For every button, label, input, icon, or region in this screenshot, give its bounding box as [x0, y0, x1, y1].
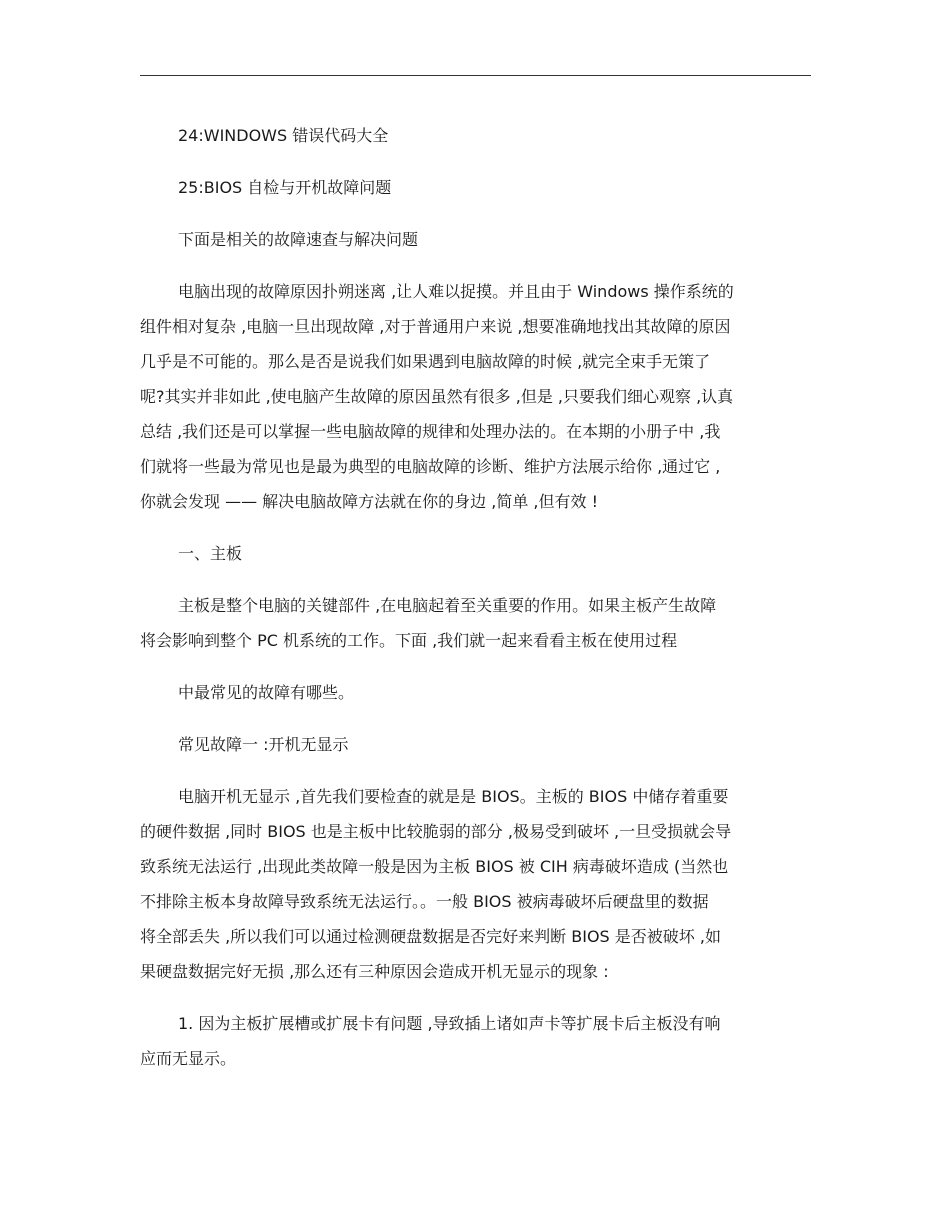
intro-paragraph: 电脑出现的故障原因扑朔迷离 ,让人难以捉摸。并且由于 Windows 操作系统的 组件相对复杂 ,电脑一旦出现故障 ,对于普通用户来说 ,想要准确地找出其故障的原因 几乎是不可能的。那么是否是说我们如果遇到电脑故障的时候 ,就完全束手无策了 呢?其实并非如此 ,使电脑产生故障的原因虽然有很多 ,但是 ,只要我们细心观察 ,认真 总结 ,我们还是可以掌握一些电脑故障的规律和处理办法的。在本期的小册子中 ,我 们就将一些最为常见也是最为典型的电脑故障的诊断、维护方法展示给你 ,通过它 , 你就会发现 —— 解决电脑故障方法就在你的身边 ,简单 ,但有效 ! — [140, 282, 734, 511]
document-body — [140, 118, 811, 1076]
header-rule — [140, 75, 811, 76]
cause-item-1: 1. 因为主板扩展槽或扩展卡有问题 ,导致插上诸如声卡等扩展卡后主板没有响 应而无显示。 — [140, 1014, 721, 1068]
section-heading-motherboard: 一、主板 — [178, 544, 243, 563]
intro-line: 下面是相关的故障速查与解决问题 — [178, 230, 419, 249]
bios-paragraph: 电脑开机无显示 ,首先我们要检查的就是是 BIOS。主板的 BIOS 中储存着重要 的硬件数据 ,同时 BIOS 也是主板中比较脆弱的部分 ,极易受到破坏 ,一旦受损就会导 致系统无法运行 ,出现此类故障一般是因为主板 BIOS 被 CIH 病毒破坏造成 (当然也 不排除主板本身故障导致系统无法运行。。一般 BIOS 被病毒破坏后硬盘里的数据 将全部丢失 ,所以我们可以通过检测硬盘数据是否完好来判断 BIOS 是否被破坏 ,如 果硬盘数据完好无损 ,那么还有三种原因会造成开机无显示的现象 : — [140, 787, 732, 981]
list-item-24: 24:WINDOWS 错误代码大全 — [178, 126, 389, 145]
fault-heading-1: 常见故障一 :开机无显示 — [178, 735, 349, 754]
list-item-25: 25:BIOS 自检与开机故障问题 — [178, 178, 392, 197]
motherboard-paragraph-cont: 中最常见的故障有哪些。 — [178, 683, 355, 702]
motherboard-paragraph: 主板是整个电脑的关键部件 ,在电脑起着至关重要的作用。如果主板产生故障 将会影响到整个 PC 机系统的工作。下面 ,我们就一起来看看主板在使用过程 — [140, 596, 717, 650]
